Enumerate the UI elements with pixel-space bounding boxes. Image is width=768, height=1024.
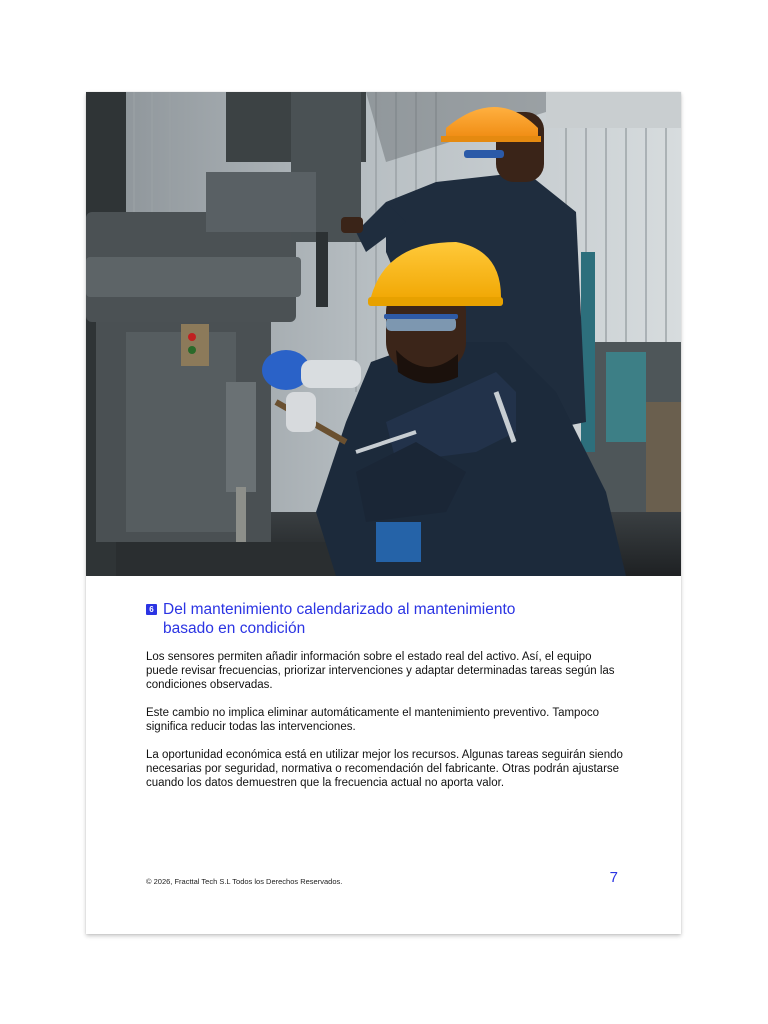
- workers-drill-press-photo: [86, 92, 681, 576]
- section-title-line1: Del mantenimiento calendarizado al mantenimiento: [163, 601, 516, 618]
- footer-copyright: © 2026, Fracttal Tech S.L Todos los Derechos Reservados.: [146, 877, 343, 886]
- document-page: [86, 92, 681, 934]
- page-number: 7: [609, 869, 618, 886]
- section-title-line2: basado en condición: [163, 620, 306, 637]
- body-text: [146, 650, 626, 804]
- section-number-badge: 6: [146, 604, 157, 615]
- paragraph: Los sensores permiten añadir información sobre el estado real del activo. Así, el equipo puede revisar frecuencias, priorizar intervenciones y adaptar determinadas tareas según las condiciones observadas.: [146, 651, 615, 691]
- paragraph: La oportunidad económica está en utilizar mejor los recursos. Algunas tareas seguirán siendo necesarias por seguridad, normativa o recomendación del fabricante. Otras podrán ajustarse cuando los datos demuestren que la frecuencia actual no aporta valor.: [146, 749, 623, 789]
- section-heading: [146, 600, 586, 638]
- paragraph: Este cambio no implica eliminar automáticamente el mantenimiento preventivo. Tampoco significa reducir todas las intervenciones.: [146, 707, 599, 733]
